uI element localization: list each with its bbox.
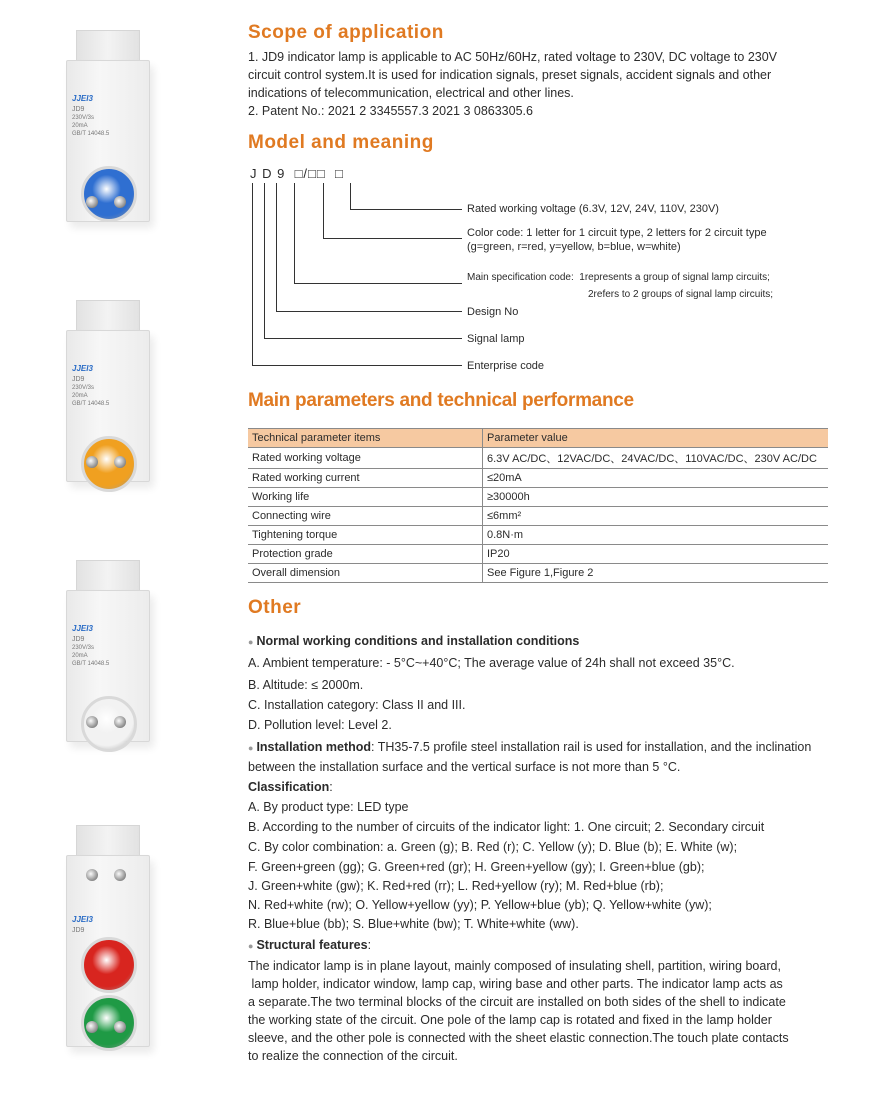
param-item: Rated working voltage (248, 448, 483, 469)
structural-colon: : (367, 938, 372, 952)
param-value: IP20 (483, 545, 829, 564)
structural-heading (248, 936, 371, 955)
product-image-red-green (66, 825, 148, 1065)
header-value: Parameter value (483, 429, 829, 448)
class-line-3: C. By color combination: a. Green (g); B. Red (r); C. Yellow (y); D. Blue (b); E. White (w); (248, 840, 738, 854)
screw-icon (114, 1021, 126, 1033)
product-image-yellow (66, 300, 148, 500)
table-row (248, 545, 828, 564)
class-line-2: B. According to the number of circuits of the indicator light: 1. One circuit; 2. Secondary circuit (248, 820, 765, 834)
line-signal-h (264, 338, 462, 339)
screw-icon (86, 196, 98, 208)
param-item: Rated working current (248, 469, 483, 488)
label-enterprise: Enterprise code (467, 360, 545, 372)
line-voltage-v (350, 183, 351, 209)
param-item: Working life (248, 488, 483, 507)
condition-a: A. Ambient temperature: - 5°C~+40°C; The average value of 24h shall not exceed 35°C. (248, 656, 735, 670)
classification-heading-text: Classification (248, 780, 330, 794)
struct-line-4: the working state of the circuit. One pole of the lamp cap is rotated and fixed in the lamp holder (248, 1013, 772, 1027)
install-line-1 (248, 738, 811, 757)
model-code: J D 9 □/□□ □ (250, 166, 344, 181)
other-title: Other (248, 597, 302, 618)
scope-line-2: circuit control system.It is used for indication signals, preset signals, accident signals and other (248, 68, 772, 82)
product-image-white (66, 560, 148, 760)
device-spec: 20mA (72, 393, 88, 399)
struct-line-3: a separate.The two terminal blocks of the circuit are installed on both sides of the shell to indicate (248, 995, 786, 1009)
param-item: Protection grade (248, 545, 483, 564)
screw-icon (114, 196, 126, 208)
struct-line-1: The indicator lamp is in plane layout, mainly composed of insulating shell, partition, wiring board, (248, 959, 781, 973)
device-brand: JJEI3 (72, 915, 93, 924)
param-value: ≤20mA (483, 469, 829, 488)
param-value: 0.8N·m (483, 526, 829, 545)
line-spec-v (294, 183, 295, 283)
device-spec: 230V/3s (72, 645, 95, 651)
device-spec: 20mA (72, 123, 88, 129)
condition-d: D. Pollution level: Level 2. (248, 718, 392, 732)
normal-heading-text: Normal working conditions and installation conditions (256, 634, 580, 648)
classification-heading (248, 778, 333, 796)
indicator-lamp-icon (81, 937, 137, 993)
device-model: JD9 (72, 106, 85, 113)
normal-heading (248, 632, 579, 651)
device-spec: GB/T 14048.5 (72, 131, 110, 137)
line-voltage-h (350, 209, 462, 210)
condition-c: C. Installation category: Class II and III. (248, 698, 466, 712)
bullet-icon: ● (248, 743, 254, 753)
line-color-v (323, 183, 324, 238)
struct-line-6: to realize the connection of the circuit. (248, 1049, 458, 1063)
device-brand: JJEI3 (72, 624, 93, 633)
device-spec: 230V/3s (72, 385, 95, 391)
table-row (248, 448, 828, 469)
class-line-4: F. Green+green (gg); G. Green+red (gr); H. Green+yellow (gy); I. Green+blue (gb); (248, 860, 705, 874)
line-signal-v (264, 183, 265, 338)
device-model: JD9 (72, 636, 85, 643)
table-header-row (248, 429, 828, 448)
line-enterprise-h (252, 365, 462, 366)
device-model: JD9 (72, 376, 85, 383)
label-spec-2: 2refers to 2 groups of signal lamp circuits; (588, 289, 774, 300)
line-design-h (276, 311, 462, 312)
param-value: ≥30000h (483, 488, 829, 507)
struct-line-2: lamp holder, indicator window, lamp cap, wiring base and other parts. The indicator lamp acts as (248, 977, 783, 991)
screw-icon (114, 456, 126, 468)
device-spec: 20mA (72, 653, 88, 659)
structural-heading-text: Structural features (256, 938, 368, 952)
screw-icon (114, 869, 126, 881)
device-spec: GB/T 14048.5 (72, 401, 110, 407)
header-items: Technical parameter items (248, 429, 483, 448)
line-spec-h (294, 283, 462, 284)
table-row (248, 564, 828, 583)
table-row (248, 507, 828, 526)
label-design: Design No (467, 306, 519, 318)
device-spec: GB/T 14048.5 (72, 661, 110, 667)
screw-icon (86, 456, 98, 468)
install-line-2: between the installation surface and the vertical surface is not more than 5 °C. (248, 760, 681, 774)
product-image-blue (66, 30, 148, 240)
device-spec: 230V/3s (72, 115, 95, 121)
class-line-5: J. Green+white (gw); K. Red+red (rr); L. Red+yellow (ry); M. Red+blue (rb); (248, 879, 664, 893)
scope-line-3: indications of telecommunication, electrical and other lines. (248, 86, 574, 100)
param-value: See Figure 1,Figure 2 (483, 564, 829, 583)
param-item: Overall dimension (248, 564, 483, 583)
table-row (248, 488, 828, 507)
condition-b: B. Altitude: ≤ 2000m. (248, 678, 364, 692)
install-text-1: : TH35-7.5 profile steel installation rail is used for installation, and the inclination (371, 740, 812, 754)
params-table (248, 428, 828, 583)
struct-line-5: sleeve, and the other pole is connected with the sheet elastic connection.The touch plate contacts (248, 1031, 789, 1045)
indicator-lamp-icon (81, 166, 137, 222)
class-line-7: R. Blue+blue (bb); S. Blue+white (bw); T. White+white (ww). (248, 917, 579, 931)
class-line-6: N. Red+white (rw); O. Yellow+yellow (yy); P. Yellow+blue (yb); Q. Yellow+white (yw); (248, 898, 712, 912)
table-row (248, 526, 828, 545)
device-model: JD9 (72, 927, 85, 934)
scope-line-1: 1. JD9 indicator lamp is applicable to AC 50Hz/60Hz, rated voltage to 230V, DC voltage to 230V (248, 50, 778, 64)
param-item: Connecting wire (248, 507, 483, 526)
line-color-h (323, 238, 462, 239)
label-signal: Signal lamp (467, 333, 525, 345)
classification-colon: : (329, 780, 333, 794)
device-brand: JJEI3 (72, 94, 93, 103)
label-color-1: Color code: 1 letter for 1 circuit type, 2 letters for 2 circuit type (467, 227, 767, 239)
install-heading: Installation method (256, 740, 372, 754)
line-enterprise-v (252, 183, 253, 365)
param-item: Tightening torque (248, 526, 483, 545)
label-color-2: (g=green, r=red, y=yellow, b=blue, w=white) (467, 241, 681, 253)
table-row (248, 469, 828, 488)
label-voltage: Rated working voltage (6.3V, 12V, 24V, 110V, 230V) (467, 203, 719, 215)
line-design-v (276, 183, 277, 311)
params-title: Main parameters and technical performance (248, 390, 634, 411)
screw-icon (114, 716, 126, 728)
model-title: Model and meaning (248, 132, 434, 153)
screw-icon (86, 869, 98, 881)
screw-icon (86, 716, 98, 728)
label-spec-1: Main specification code: 1represents a group of signal lamp circuits; (467, 272, 770, 283)
bullet-icon: ● (248, 637, 254, 647)
device-brand: JJEI3 (72, 364, 93, 373)
screw-icon (86, 1021, 98, 1033)
scope-title: Scope of application (248, 22, 444, 43)
class-line-1: A. By product type: LED type (248, 800, 409, 814)
scope-line-4: 2. Patent No.: 2021 2 3345557.3 2021 3 0863305.6 (248, 104, 533, 118)
param-value: 6.3V AC/DC、12VAC/DC、24VAC/DC、110VAC/DC、230V AC/DC (483, 448, 829, 469)
param-value: ≤6mm² (483, 507, 829, 526)
bullet-icon: ● (248, 941, 254, 951)
